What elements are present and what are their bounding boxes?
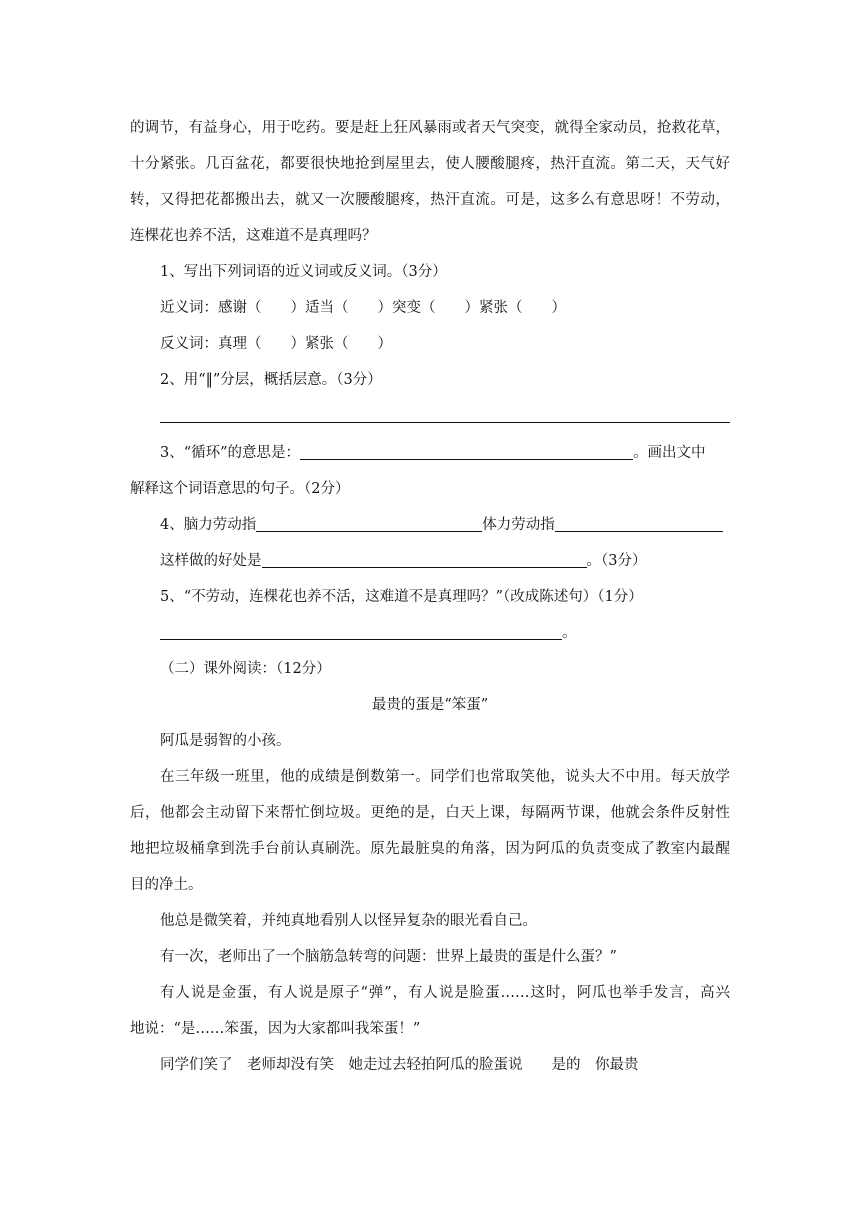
story-paragraph: 地说：“是……笨蛋，因为大家都叫我笨蛋！” xyxy=(130,1021,421,1037)
question-1-antonyms: 反义词：真理（ ）紧张（ ） xyxy=(160,336,392,352)
passage-line: 的调节，有益身心，用于吃药。要是赶上狂风暴雨或者天气突变，就得全家动员，抢救花草， xyxy=(130,120,730,136)
question-3-suffix: 。画出文中 xyxy=(633,445,706,461)
story-paragraph: 同学们笑了 老师却没有笑 她走过去轻拍阿瓜的脸蛋说 是的 你最贵 xyxy=(160,1057,639,1073)
question-1: 1、写出下列词语的近义词或反义词。（3分） xyxy=(160,264,447,280)
answer-blank xyxy=(300,443,633,460)
question-1-synonyms: 近义词：感谢（ ）适当（ ）突变（ ）紧张（ ） xyxy=(160,300,566,316)
question-5: 5、“不劳动，连棵花也养不活，这难道不是真理吗？”（改成陈述句）（1分） xyxy=(160,589,643,605)
question-4-line2 xyxy=(160,550,730,572)
question-5-answer xyxy=(160,622,730,644)
answer-blank xyxy=(555,515,723,532)
question-5-answer-suffix: 。 xyxy=(562,625,577,641)
question-3 xyxy=(160,442,730,464)
story-paragraph: 有一次，老师出了一个脑筋急转弯的问题：世界上最贵的蛋是什么蛋？” xyxy=(160,949,617,965)
question-4-part2: 体力劳动指 xyxy=(482,517,555,533)
question-2: 2、用“‖”分层，概括层意。（3分） xyxy=(160,372,382,388)
answer-blank xyxy=(262,551,587,568)
story-paragraph: 在三年级一班里，他的成绩是倒数第一。同学们也常取笑他，说头大不中用。每天放学 xyxy=(160,769,730,785)
passage-line: 转，又得把花都搬出去，就又一次腰酸腿疼，热汗直流。可是，这多么有意思呀！不劳动， xyxy=(130,192,730,208)
passage-line: 十分紧张。几百盆花，都要很快地抢到屋里去，使人腰酸腿疼，热汗直流。第二天，天气好 xyxy=(130,156,730,172)
story-paragraph: 阿瓜是弱智的小孩。 xyxy=(160,733,291,749)
answer-blank xyxy=(160,623,562,640)
story-title: 最贵的蛋是“笨蛋” xyxy=(371,697,489,713)
story-paragraph: 有人说是金蛋，有人说是原子“弹”，有人说是脸蛋……这时，阿瓜也举手发言，高兴 xyxy=(160,985,730,1001)
answer-blank xyxy=(256,515,482,532)
question-3-prefix: 3、“循环”的意思是： xyxy=(160,445,301,461)
story-paragraph: 目的净土。 xyxy=(130,877,203,893)
question-4-line2-prefix: 这样做的好处是 xyxy=(160,553,262,569)
question-4 xyxy=(160,514,730,536)
section-heading: （二）课外阅读：（12分） xyxy=(160,661,331,677)
story-paragraph: 他总是微笑着，并纯真地看别人以怪异复杂的眼光看自己。 xyxy=(160,913,537,929)
story-paragraph: 后，他都会主动留下来帮忙倒垃圾。更绝的是，白天上课，每隔两节课，他就会条件反射性 xyxy=(130,805,730,821)
passage-line: 连棵花也养不活，这难道不是真理吗？ xyxy=(130,228,377,244)
question-3-line2: 解释这个词语意思的句子。（2分） xyxy=(130,481,350,497)
answer-line xyxy=(160,422,730,423)
question-4-part1: 4、脑力劳动指 xyxy=(160,517,257,533)
story-paragraph: 地把垃圾桶拿到洗手台前认真刷洗。原先最脏臭的角落，因为阿瓜的负责变成了教室内最醒 xyxy=(130,841,730,857)
question-4-line2-suffix: 。（3分） xyxy=(586,553,647,569)
